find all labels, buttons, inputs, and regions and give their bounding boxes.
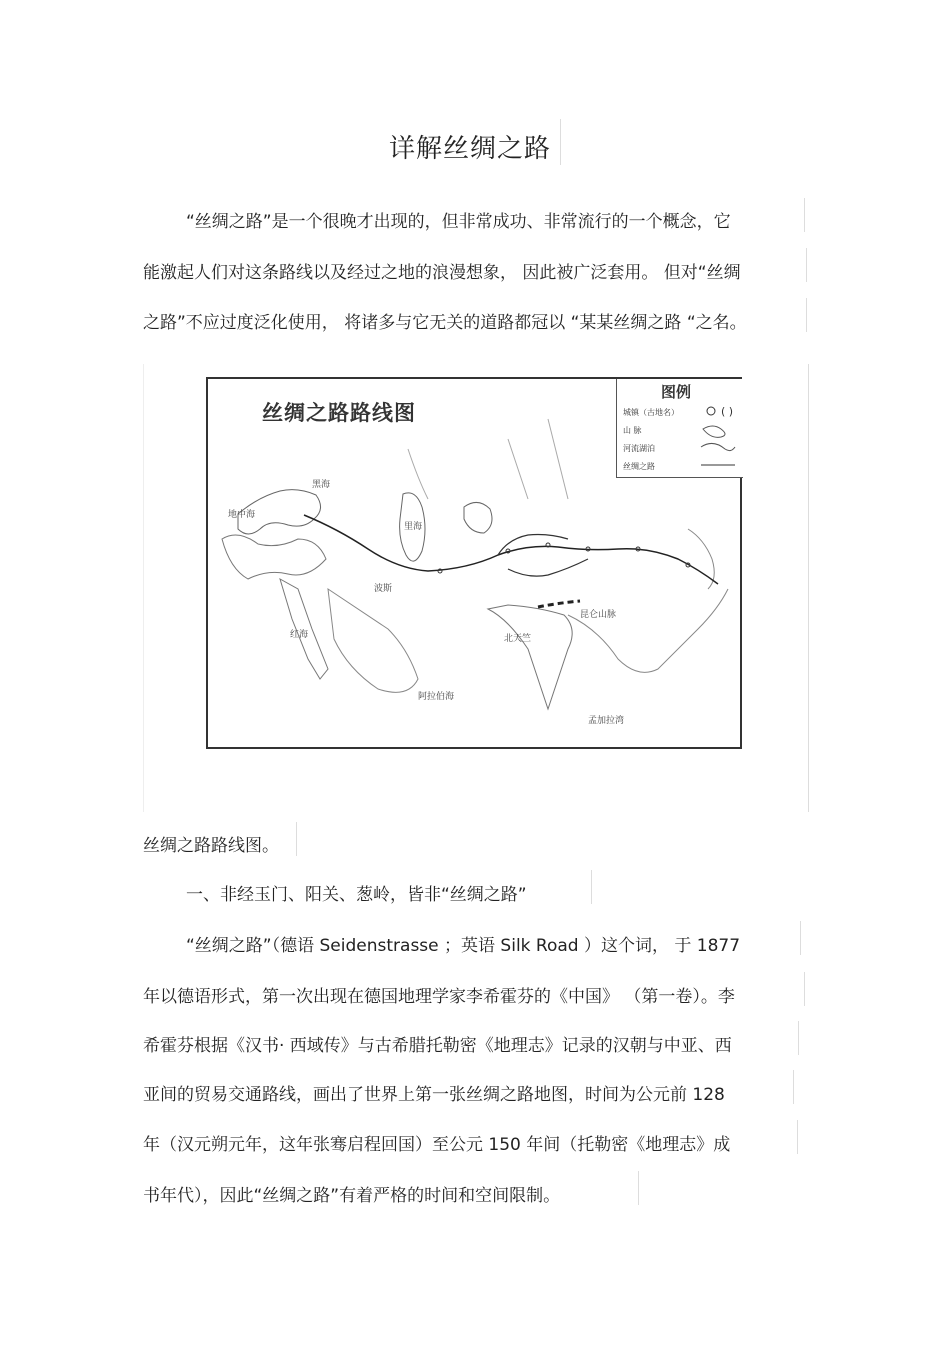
silk-road-route (304, 515, 718, 584)
line-divider (804, 198, 805, 232)
label-caspian: 里海 (404, 522, 423, 532)
legend-item-town: 城镇（古地名） (623, 408, 679, 417)
label-mountain: 昆仑山脉 (580, 610, 617, 620)
legend-item-river: 河流湖泊 (623, 444, 655, 453)
body-line-6: 书年代），因此“丝绸之路”有着严格的时间和空间限制。 (143, 1186, 561, 1206)
body-line-2: 年以德语形式，第一次出现在德国地理学家李希霍芬的《中国》 （第一卷）。李 (143, 987, 735, 1007)
map-title: 丝绸之路路线图 (262, 401, 416, 425)
line-divider (797, 1120, 798, 1154)
line-divider (591, 870, 592, 904)
label-red-sea: 红海 (290, 630, 309, 640)
figure-caption: 丝绸之路路线图。 (143, 836, 279, 856)
legend-symbols (617, 379, 743, 477)
india-outline (488, 605, 572, 709)
body-line-1: “丝绸之路”（德语 Seidenstrasse ；英语 Silk Road ）这个词， 于 1877 (186, 936, 741, 956)
legend-title: 图例 (661, 383, 692, 401)
line-divider (798, 1021, 799, 1055)
map-legend (616, 379, 743, 478)
body-line-4: 亚间的贸易交通路线，画出了世界上第一张丝绸之路地图，时间为公元前 128 (143, 1085, 725, 1105)
east-coast (568, 589, 728, 672)
mountain-range (538, 601, 580, 607)
aral-outline (464, 502, 492, 533)
label-mediterranean: 地中海 (228, 510, 256, 520)
silk-road-branch (498, 535, 588, 577)
label-persia: 波斯 (374, 584, 393, 594)
line-divider (638, 1171, 639, 1205)
mediterranean-outline (222, 535, 326, 579)
line-divider (806, 248, 807, 282)
intro-line-1: “丝绸之路”是一个很晚才出现的，但非常成功、非常流行的一个概念，它 (186, 212, 731, 232)
arabia-outline (328, 589, 418, 692)
label-black-sea: 黑海 (312, 480, 331, 490)
line-divider (793, 1070, 794, 1104)
line-divider (296, 822, 297, 856)
title-divider (560, 119, 561, 165)
intro-line-2: 能激起人们对这条路线以及经过之地的浪漫想象， 因此被广泛套用。 但对“丝绸 (143, 263, 741, 283)
silk-road-map (206, 377, 742, 749)
svg-text:( ): ( ) (721, 405, 734, 418)
body-line-5: 年（汉元朔元年，这年张骞启程回国）至公元 150 年间（托勒密《地理志》成 (143, 1135, 731, 1155)
line-divider (800, 921, 801, 955)
legend-item-mountain: 山 脉 (623, 426, 642, 435)
label-arabian-sea: 阿拉伯海 (418, 692, 455, 702)
line-divider (806, 298, 807, 332)
line-divider (804, 972, 805, 1006)
korea-coast (688, 529, 714, 589)
intro-line-3: 之路”不应过度泛化使用， 将诸多与它无关的道路都冠以 “某某丝绸之路 “之名。 (143, 313, 747, 333)
body-line-3: 希霍芬根据《汉书· 西域传》与古希腊托勒密《地理志》记录的汉朝与中亚、西 (143, 1036, 732, 1056)
legend-item-route: 丝绸之路 (623, 462, 655, 471)
section-heading: 一、非经玉门、阳关、葱岭，皆非“丝绸之路” (186, 885, 527, 905)
label-bay-of-bengal: 孟加拉湾 (588, 716, 625, 726)
page-title: 详解丝绸之路 (389, 134, 552, 164)
label-north-india: 北天竺 (504, 634, 532, 644)
rivers (408, 419, 568, 499)
